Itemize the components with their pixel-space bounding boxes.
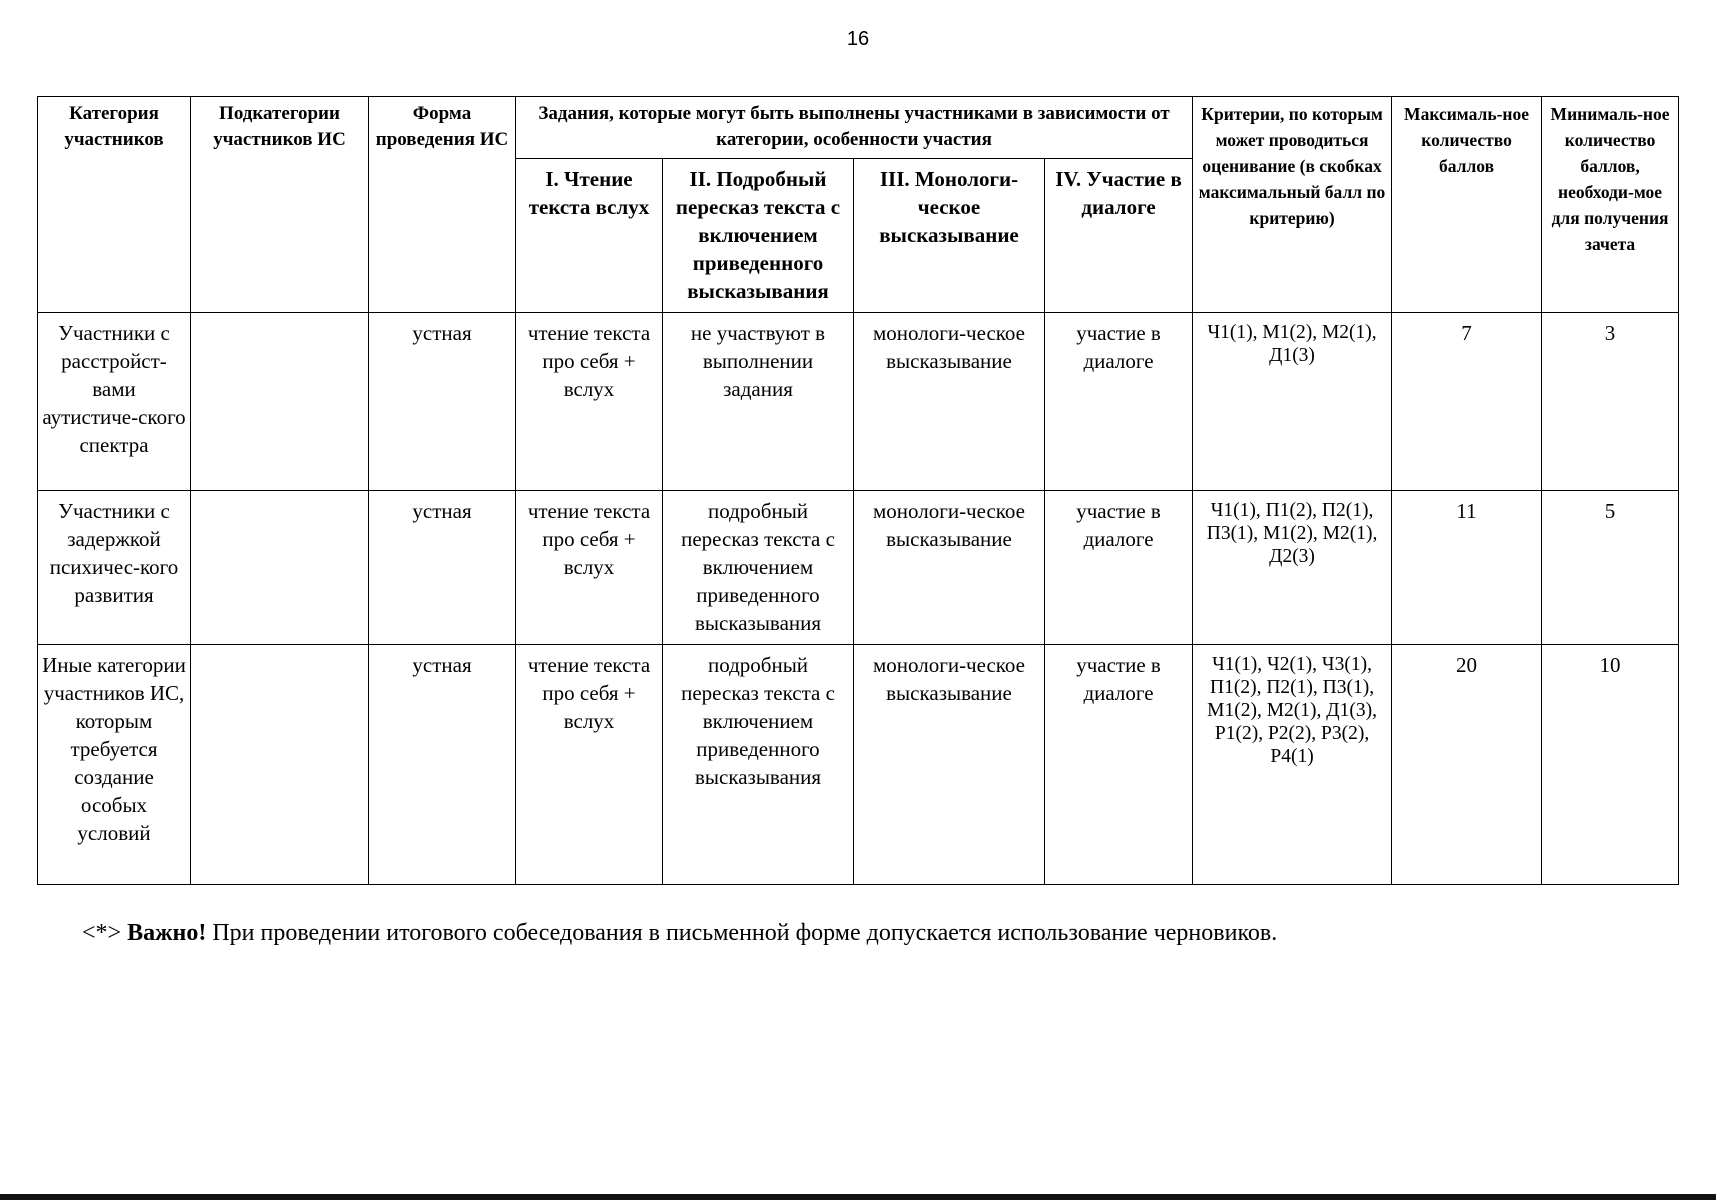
cell-max-points: 11	[1392, 491, 1542, 645]
cell-max-points: 7	[1392, 313, 1542, 491]
cell-category: Участники с задержкой психичес-кого развития	[38, 491, 191, 645]
cell-task2: подробный пересказ текста с включением приведенного высказывания	[663, 491, 854, 645]
cell-category: Участники с расстройст-вами аутистиче-ского спектра	[38, 313, 191, 491]
cell-task2: подробный пересказ текста с включением приведенного высказывания	[663, 645, 854, 885]
cell-form: устная	[369, 313, 516, 491]
header-min-points: Минималь-ное количество баллов, необходи-мое для получения зачета	[1542, 97, 1679, 313]
cell-criteria: Ч1(1), Ч2(1), Ч3(1), П1(2), П2(1), П3(1), М1(2), М2(1), Д1(3), Р1(2), Р2(2), Р3(2), Р4(1)	[1193, 645, 1392, 885]
table-row	[38, 313, 1679, 491]
cell-min-points: 3	[1542, 313, 1679, 491]
header-row-top	[38, 97, 1679, 159]
bottom-scan-edge	[0, 1194, 1716, 1200]
participants-table	[37, 96, 1679, 885]
cell-max-points: 20	[1392, 645, 1542, 885]
cell-task1: чтение текста про себя + вслух	[516, 313, 663, 491]
cell-min-points: 10	[1542, 645, 1679, 885]
cell-criteria: Ч1(1), М1(2), М2(1), Д1(3)	[1193, 313, 1392, 491]
note-prefix: <*>	[82, 920, 122, 946]
cell-task3: монологи-ческое высказывание	[854, 645, 1045, 885]
cell-task1: чтение текста про себя + вслух	[516, 491, 663, 645]
cell-min-points: 5	[1542, 491, 1679, 645]
table-row	[38, 491, 1679, 645]
header-category: Категория участников	[38, 97, 191, 313]
header-task4: IV. Участие в диалоге	[1045, 159, 1193, 313]
cell-form: устная	[369, 645, 516, 885]
cell-form: устная	[369, 491, 516, 645]
cell-task3: монологи-ческое высказывание	[854, 491, 1045, 645]
cell-subcategory	[191, 491, 369, 645]
header-task2: II. Подробный пересказ текста с включением приведенного высказывания	[663, 159, 854, 313]
header-tasks-group: Задания, которые могут быть выполнены участниками в зависимости от категории, особенности участия	[516, 97, 1193, 159]
header-form: Форма проведения ИС	[369, 97, 516, 313]
note-text: При проведении итогового собеседования в письменной форме допускается использование черновиков.	[212, 920, 1278, 946]
cell-task4: участие в диалоге	[1045, 313, 1193, 491]
header-subcategory: Подкатегории участников ИС	[191, 97, 369, 313]
cell-task3: монологи-ческое высказывание	[854, 313, 1045, 491]
header-criteria: Критерии, по которым может проводиться оценивание (в скобках максимальный балл по критерию)	[1193, 97, 1392, 313]
header-task3: III. Монологи-ческое высказывание	[854, 159, 1045, 313]
important-note	[82, 920, 1277, 947]
page-number: 16	[846, 28, 870, 50]
cell-subcategory	[191, 645, 369, 885]
cell-category: Иные категории участников ИС, которым требуется создание особых условий	[38, 645, 191, 885]
header-max-points: Максималь-ное количество баллов	[1392, 97, 1542, 313]
cell-task4: участие в диалоге	[1045, 491, 1193, 645]
cell-criteria: Ч1(1), П1(2), П2(1), П3(1), М1(2), М2(1), Д2(3)	[1193, 491, 1392, 645]
note-strong: Важно!	[127, 920, 207, 946]
cell-task2: не участвуют в выполнении задания	[663, 313, 854, 491]
table-row	[38, 645, 1679, 885]
cell-subcategory	[191, 313, 369, 491]
cell-task4: участие в диалоге	[1045, 645, 1193, 885]
cell-task1: чтение текста про себя + вслух	[516, 645, 663, 885]
header-task1: I. Чтение текста вслух	[516, 159, 663, 313]
